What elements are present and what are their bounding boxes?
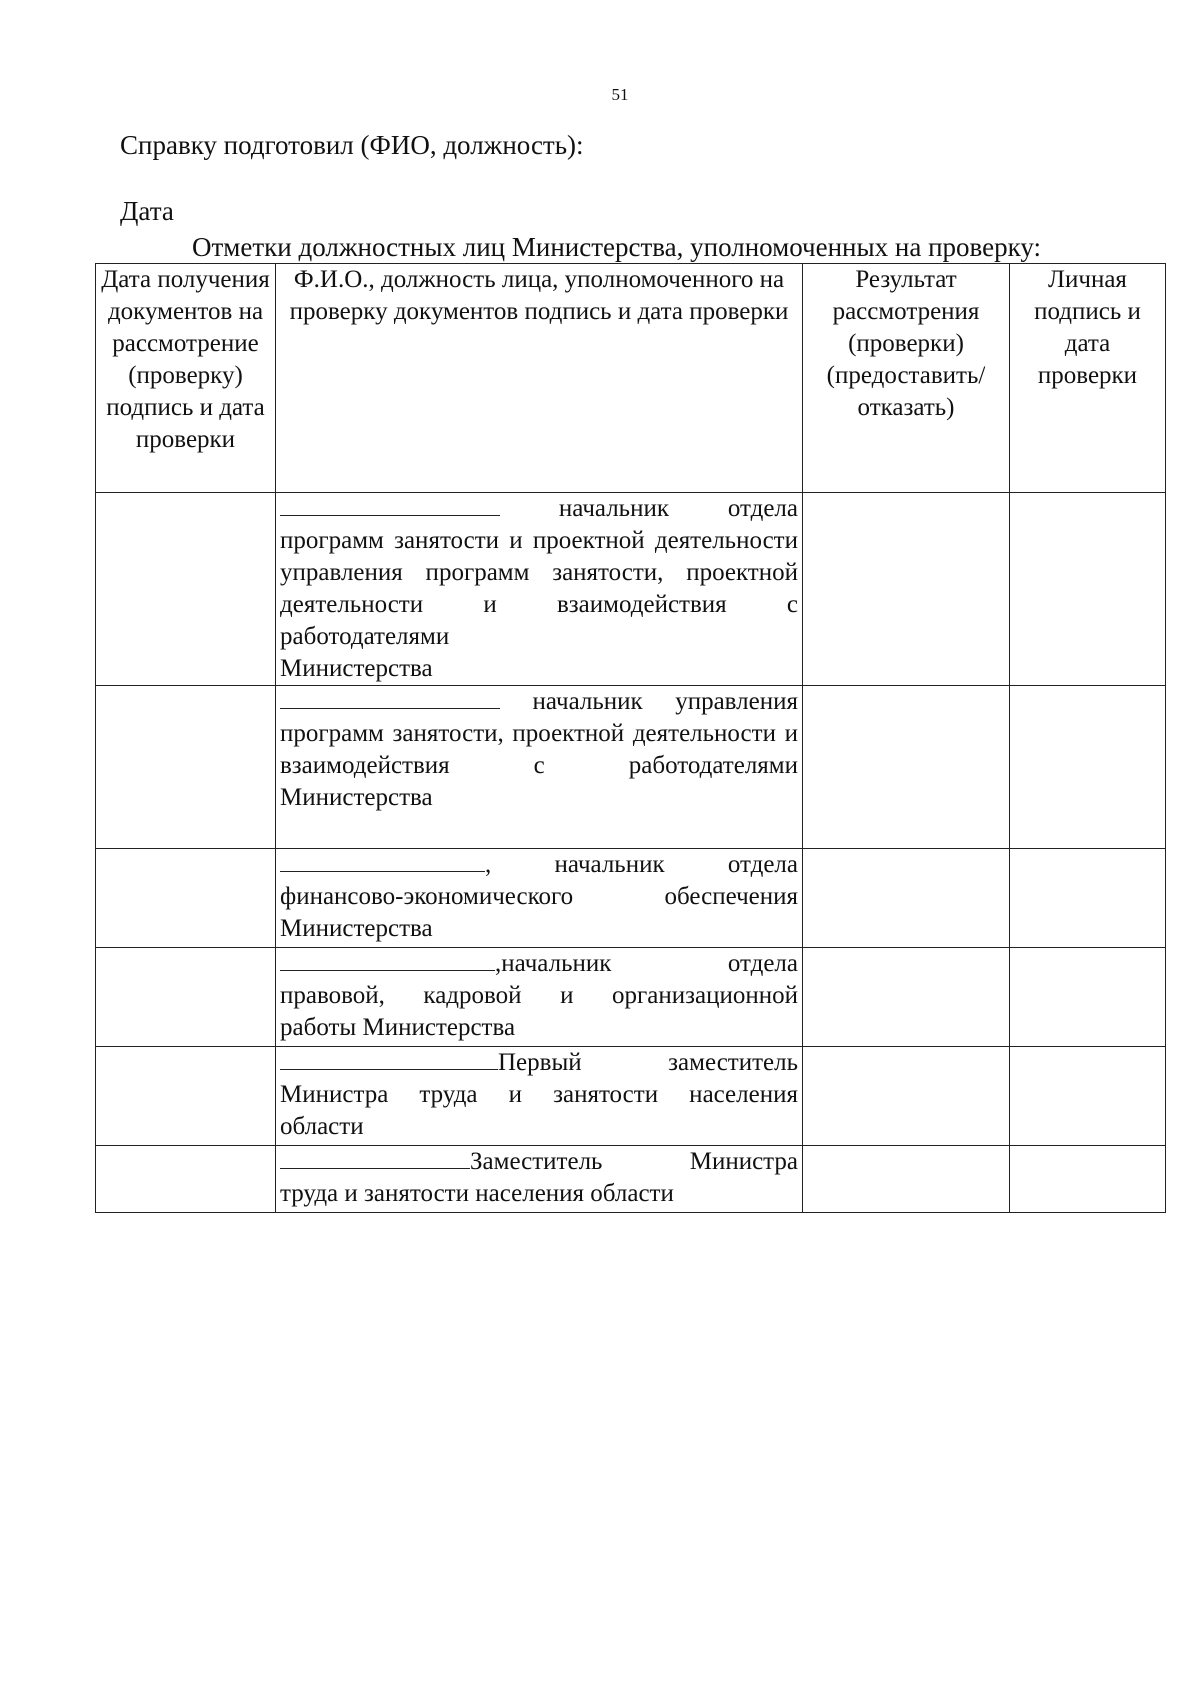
date-label: Дата	[120, 196, 174, 226]
receipt-date-cell[interactable]	[96, 948, 276, 1047]
receipt-date-cell[interactable]	[96, 686, 276, 849]
official-cell	[276, 493, 803, 686]
table-header-row	[96, 264, 1166, 493]
receipt-date-cell[interactable]	[96, 1047, 276, 1146]
official-cell	[276, 1146, 803, 1213]
table-row	[96, 1146, 1166, 1213]
receipt-date-cell[interactable]	[96, 849, 276, 948]
prepared-by-label: Справку подготовил (ФИО, должность):	[120, 130, 584, 160]
official-text-tail: Министерства	[280, 915, 433, 942]
marks-title: Отметки должностных лиц Министерства, уполномоченных на проверку:	[192, 232, 1041, 262]
official-text-tail: Министерства	[280, 784, 433, 811]
signature-line	[280, 1047, 498, 1070]
official-text-tail: работы Министерства	[280, 1014, 516, 1041]
signature-line	[280, 1146, 470, 1169]
table-row	[96, 849, 1166, 948]
signature-cell[interactable]	[1010, 948, 1166, 1047]
table-row	[96, 493, 1166, 686]
official-text-tail: Министерства	[280, 655, 433, 682]
signature-cell[interactable]	[1010, 1047, 1166, 1146]
signature-cell[interactable]	[1010, 849, 1166, 948]
official-text: ,начальник отдела правовой, кадровой и организационной	[280, 950, 798, 1009]
official-text: начальник отдела программ занятости и проектной деятельности управления программ занятости, проектной деятельности и взаимодействия с работодателями	[280, 495, 798, 650]
signature-line	[280, 948, 495, 971]
result-cell[interactable]	[803, 686, 1010, 849]
signature-cell[interactable]	[1010, 686, 1166, 849]
header-receipt-date: Дата получения документов на рассмотрение (проверку) подпись и дата проверки	[96, 264, 276, 493]
signature-line	[280, 849, 485, 872]
receipt-date-cell[interactable]	[96, 493, 276, 686]
result-cell[interactable]	[803, 1146, 1010, 1213]
result-cell[interactable]	[803, 493, 1010, 686]
result-cell[interactable]	[803, 948, 1010, 1047]
table-row	[96, 686, 1166, 849]
result-cell[interactable]	[803, 1047, 1010, 1146]
signature-line	[280, 686, 500, 709]
table-row	[96, 1047, 1166, 1146]
signature-line	[280, 493, 500, 516]
official-cell	[276, 686, 803, 849]
official-cell	[276, 849, 803, 948]
header-official: Ф.И.О., должность лица, уполномоченного на проверку документов подпись и дата проверки	[276, 264, 803, 493]
receipt-date-cell[interactable]	[96, 1146, 276, 1213]
official-cell	[276, 1047, 803, 1146]
official-text: , начальник отдела финансово-экономического обеспечения	[280, 851, 798, 910]
header-signature: Личная подпись и дата проверки	[1010, 264, 1166, 493]
official-text: Заместитель Министра	[470, 1148, 798, 1175]
header-result: Результат рассмотрения (проверки) (предоставить/отказать)	[803, 264, 1010, 493]
official-cell	[276, 948, 803, 1047]
signature-cell[interactable]	[1010, 1146, 1166, 1213]
official-text: начальник управления программ занятости, проектной деятельности и взаимодействия с работодателями	[280, 688, 798, 779]
official-text-tail: области	[280, 1113, 364, 1140]
approvals-table	[95, 263, 1166, 1213]
page-number: 51	[611, 85, 629, 104]
table-row	[96, 948, 1166, 1047]
official-text-tail: труда и занятости населения области	[280, 1180, 674, 1207]
official-text: Первый заместитель Министра труда и занятости населения	[280, 1049, 798, 1108]
signature-cell[interactable]	[1010, 493, 1166, 686]
result-cell[interactable]	[803, 849, 1010, 948]
